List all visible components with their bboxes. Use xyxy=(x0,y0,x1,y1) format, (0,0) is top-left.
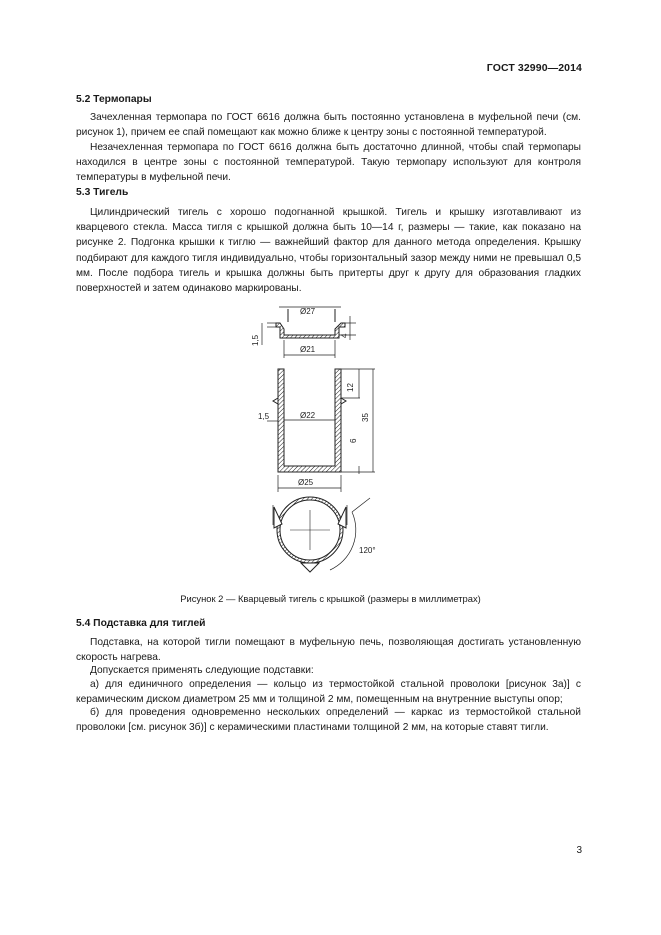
section-5-4-paragraph-2: Допускается применять следующие подставки: xyxy=(90,665,314,676)
section-5-4-paragraph-1: Подставка, на которой тигли помещают в муфельную печь, позволяющая достигать установленную скорость нагрева. xyxy=(76,637,581,664)
dim-crucible-height: 35 xyxy=(361,413,370,422)
dim-crucible-inner: Ø22 xyxy=(300,411,316,420)
dim-lid-height: 4 xyxy=(340,333,349,338)
dim-lid-rim: 1,5 xyxy=(251,334,260,346)
section-5-4-paragraph-4: б) для проведения одновременно нескольких определений — каркас из термостойкой стальной проволоки [см. рисунок 3б)] с керамическими пластинами толщиной 2 мм, на которые ставят тигли. xyxy=(76,707,581,734)
section-5-2-paragraph-2: Незачехленная термопара по ГОСТ 6616 должна быть достаточно длинной, чтобы спай термопары находился в центре зоны с постоянной температурой. Такую термопару используют для контроля температуры в муфельной печи. xyxy=(76,142,581,184)
dim-angle: 120° xyxy=(359,546,376,555)
figure-caption: Рисунок 2 — Кварцевый тигель с крышкой (размеры в миллиметрах) xyxy=(180,593,481,604)
dim-crucible-outer: Ø25 xyxy=(298,478,314,487)
dim-lid-outer: Ø27 xyxy=(300,307,316,316)
crucible-section xyxy=(267,369,375,492)
crucible-drawing xyxy=(248,298,383,583)
dim-wall-thickness: 1,5 xyxy=(258,412,270,421)
section-5-2-heading: 5.2 Термопары xyxy=(76,94,152,105)
document-id: ГОСТ 32990—2014 xyxy=(486,62,582,74)
dim-ledge-height: 12 xyxy=(346,383,355,392)
crucible-top-view xyxy=(273,497,370,572)
section-5-2-paragraph-1: Зачехленная термопара по ГОСТ 6616 должна быть постоянно установлена в муфельной печи (см. рисунок 1), причем ее спай помещают как можно ближе к центру зоны с постоянной температурой. xyxy=(76,112,581,139)
section-5-4-paragraph-3: а) для единичного определения — кольцо из термостойкой стальной проволоки [рисунок 3а)] с керамическим диском диаметром 25 мм и толщиной 2 мм, помещенным на внутренние выступы опор; xyxy=(76,679,581,706)
section-5-3-heading: 5.3 Тигель xyxy=(76,187,129,198)
section-5-4-heading: 5.4 Подставка для тиглей xyxy=(76,618,206,629)
dim-bottom-thickness: 6 xyxy=(349,438,358,443)
dim-lid-inner: Ø21 xyxy=(300,345,316,354)
section-5-3-paragraph-1: Цилиндрический тигель с хорошо подогнанной крышкой. Тигель и крышку изготавливают из кварцевого стекла. Масса тигля с крышкой должна быть 10—14 г, размеры — такие, как показано на рисунке 2. Подгонка крышки к тиглю — важнейший фактор для данного метода определения. Крышку подбирают для каждого тигля индивидуально, чтобы горизонтальный зазор между ними не превышал 0,5 мм. После подбора тигель и крышка должны быть притерты друг к другу для образования гладких поверхностей и затем одинаково маркированы. xyxy=(76,207,581,295)
page-number: 3 xyxy=(576,845,582,856)
